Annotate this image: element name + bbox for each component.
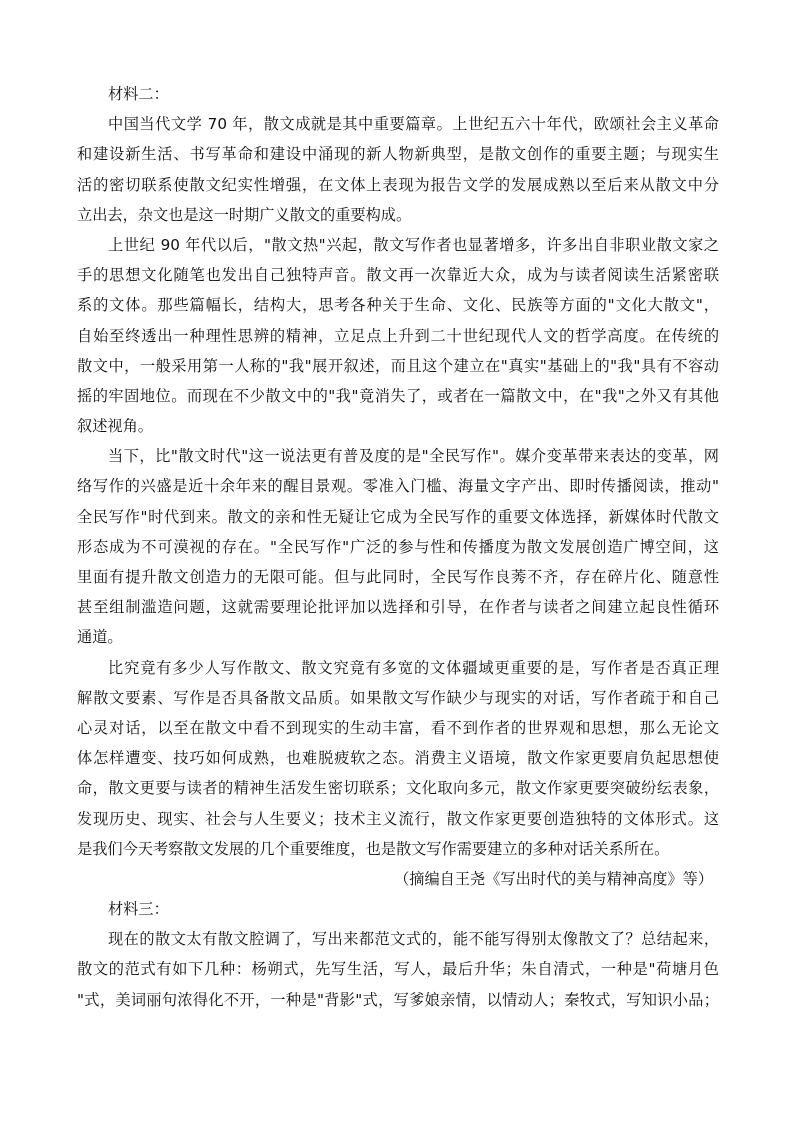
text-line: 上世纪 90 年代以后，"散文热"兴起，散文写作者也显著增多，许多出自非职业散文家之 <box>108 235 719 254</box>
text-line: 当下，比"散文时代"这一说法更有普及度的是"全民写作"。媒介变革带来表达的变革，网 <box>108 447 719 466</box>
section-heading: 材料三： <box>108 900 169 919</box>
text-line: 手的思想文化随笔也发出自己独特声音。散文再一次靠近大众，成为与读者阅读生活紧密联 <box>77 266 719 285</box>
text-line: 形态成为不可漠视的存在。"全民写作"广泛的参与性和传播度为散文发展创造广博空间，这 <box>77 537 719 556</box>
text-line: 络写作的兴盛是近十余年来的醒目景观。零准入门槛、海量文字产出、即时传播阅读，推动" <box>77 477 719 496</box>
text-line: 立出去，杂文也是这一时期广义散文的重要构成。 <box>77 205 412 224</box>
text-line: 是我们今天考察散文发展的几个重要维度，也是散文写作需要建立的多种对话关系所在。 <box>77 839 670 858</box>
section-heading: 材料二： <box>108 85 169 103</box>
text-line: 自始至终透出一种理性思辨的精神，立足点上升到二十世纪现代人文的哲学高度。在传统的 <box>77 326 719 345</box>
text-line: 散文中，一般采用第一人称的"我"展开叙述，而且这个建立在"真实"基础上的"我"具有不容动 <box>77 356 719 375</box>
paragraph <box>77 441 719 652</box>
paragraph <box>77 924 719 1015</box>
text-line: 心灵对话，以至在散文中看不到现实的生动丰富，看不到作者的世界观和思想，那么无论文 <box>77 718 719 737</box>
paragraph <box>77 109 719 230</box>
text-line: 体怎样遭变、技巧如何成熟，也难脱疲软之态。消费主义语境，散文作家更要肩负起思想使 <box>77 749 719 768</box>
source-citation: （摘编自王尧《写出时代的美与精神高度》等） <box>394 869 713 888</box>
text-line: 系的文体。那些篇幅长，结构大，思考各种关于生命、文化、民族等方面的"文化大散文"， <box>77 296 719 315</box>
text-line: 甚至组制滥造问题，这就需要理论批评加以选择和引导，在作者与读者之间建立起良性循环 <box>77 598 719 617</box>
text-line: 叙述视角。 <box>77 417 153 436</box>
text-line: 和建设新生活、书写革命和建设中涌现的新人物新典型，是散文创作的重要主题；与现实生 <box>77 145 719 164</box>
text-line: 散文的范式有如下几种：杨朔式，先写生活，写人，最后升华；朱自清式，一种是"荷塘月色 <box>77 960 719 979</box>
text-line: 摇的牢固地位。而现在不少散文中的"我"竟消失了，或者在一篇散文中，在"我"之外又有其他 <box>77 386 719 405</box>
paragraph <box>77 653 719 864</box>
paragraph <box>77 230 719 441</box>
text-line: 比究竟有多少人写作散文、散文究竟有多宽的文体疆域更重要的是，写作者是否真正理 <box>108 658 719 677</box>
text-line: 发现历史、现实、社会与人生要义；技术主义流行，散文作家更要创造独特的文体形式。这 <box>77 809 719 828</box>
text-line: 通道。 <box>77 628 123 647</box>
text-line: 里面有提升散文创造力的无限可能。但与此同时，全民写作良莠不齐，存在碎片化、随意性 <box>77 568 719 586</box>
text-line: 中国当代文学 70 年，散文成就是其中重要篇章。上世纪五六十年代，欧颂社会主义革命 <box>108 115 719 134</box>
text-line: 解散文要素、写作是否具备散文品质。如果散文写作缺少与现实的对话，写作者疏于和自己 <box>77 688 719 707</box>
text-line: "式，美词丽句浓得化不开，一种是"背影"式，写爹娘亲情，以情动人；秦牧式，写知识小品； <box>77 990 719 1009</box>
text-line: 命，散文更要与读者的精神生活发生密切联系；文化取向多元，散文作家更要突破纷纭表象， <box>77 779 719 798</box>
document-page <box>77 79 719 1015</box>
text-line: 活的密切联系使散文纪实性增强，在文体上表现为报告文学的发展成熟以至后来从散文中分 <box>77 175 719 194</box>
text-line: 现在的散文太有散文腔调了，写出来都范文式的，能不能写得别太像散文了？总结起来， <box>108 930 719 949</box>
text-line: 全民写作"时代到来。散文的亲和性无疑让它成为全民写作的重要文体选择，新媒体时代散文 <box>77 507 719 526</box>
